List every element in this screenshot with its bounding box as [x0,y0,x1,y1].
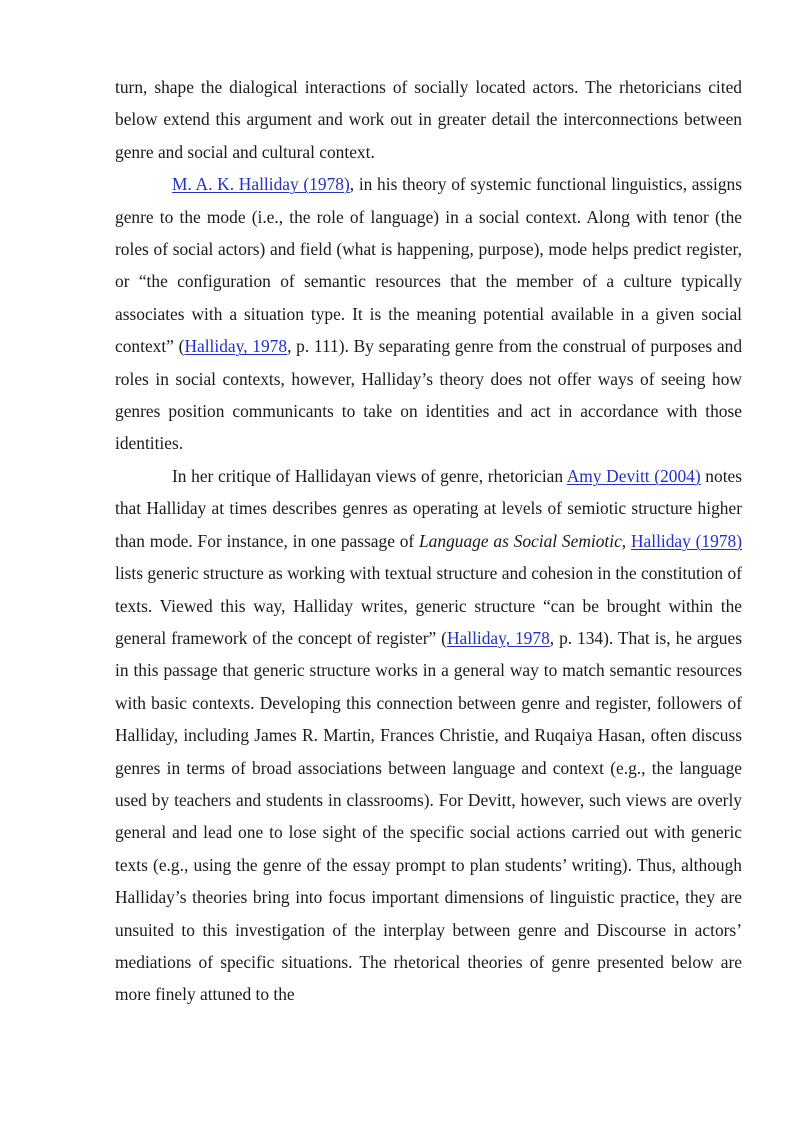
paragraph-continuation [115,71,742,168]
body-text: , p. 134). That is, he argues in this passage that generic structure works in a general way to match semantic resources with basic contexts. Developing this connection between genre and register, followers of Halliday, including James R. Martin, Frances Christie, and Ruqaiya Hasan, often discuss genres in terms of broad associations between language and context (e.g., the language used by teachers and students in classrooms). For Devitt, however, such views are overly general and lead one to lose sight of the specific social actions carried out with generic texts (e.g., using the genre of the essay prompt to plan students’ writing). Thus, although Halliday’s theories bring into focus important dimensions of linguistic practice, they are unsuited to this investigation of the interplay between genre and Discourse in actors’ mediations of specific situations. The rhetorical theories of genre presented below are more finely attuned to the [115,627,742,1005]
document-page [115,71,742,1011]
body-text: In her critique of Hallidayan views of genre, rhetorician [172,465,567,486]
paragraph-halliday-systemic-functional [115,168,742,460]
body-text: , p. 111). By separating genre from the construal of purposes and roles in social contexts, however, Halliday’s theory does not offer ways of seeing how genres position communicants to take on identities and act in accordance with those identities. [115,336,743,454]
citation-halliday-1978[interactable]: M. A. K. Halliday (1978) [172,174,350,195]
citation-halliday-1978[interactable]: Halliday (1978) [630,530,742,551]
body-text: , in his theory of systemic functional linguistics, assigns genre to the mode (i.e., the role of language) in a social context. Along with tenor (the roles of social actors) and field (what is happening, purpose), mode helps predict register, or “the configuration of semantic resources that the member of a culture typically associates with a situation type. It is the meaning potential available in a given social context” ( [115,174,742,357]
book-title: Language as Social Semiotic [419,530,622,551]
body-text: , [621,530,631,551]
citation-devitt-2004[interactable]: Amy Devitt (2004) [566,465,701,486]
citation-halliday-1978[interactable]: Halliday, 1978 [446,627,550,648]
paragraph-devitt-critique [115,460,742,1011]
body-text: lists generic structure as working with textual structure and cohesion in the constitution of texts. Viewed this way, Halliday writes, generic structure “can be brought within the general framework of the concept of register” ( [115,563,742,648]
body-text: turn, shape the dialogical interactions of socially located actors. The rhetoricians cited below extend this argument and work out in greater detail the interconnections between genre and social and cultural context. [115,77,742,162]
body-text: notes that Halliday at times describes genres as operating at levels of semiotic structure higher than mode. For instance, in one passage of [115,465,743,551]
citation-halliday-1978[interactable]: Halliday, 1978 [184,336,288,357]
